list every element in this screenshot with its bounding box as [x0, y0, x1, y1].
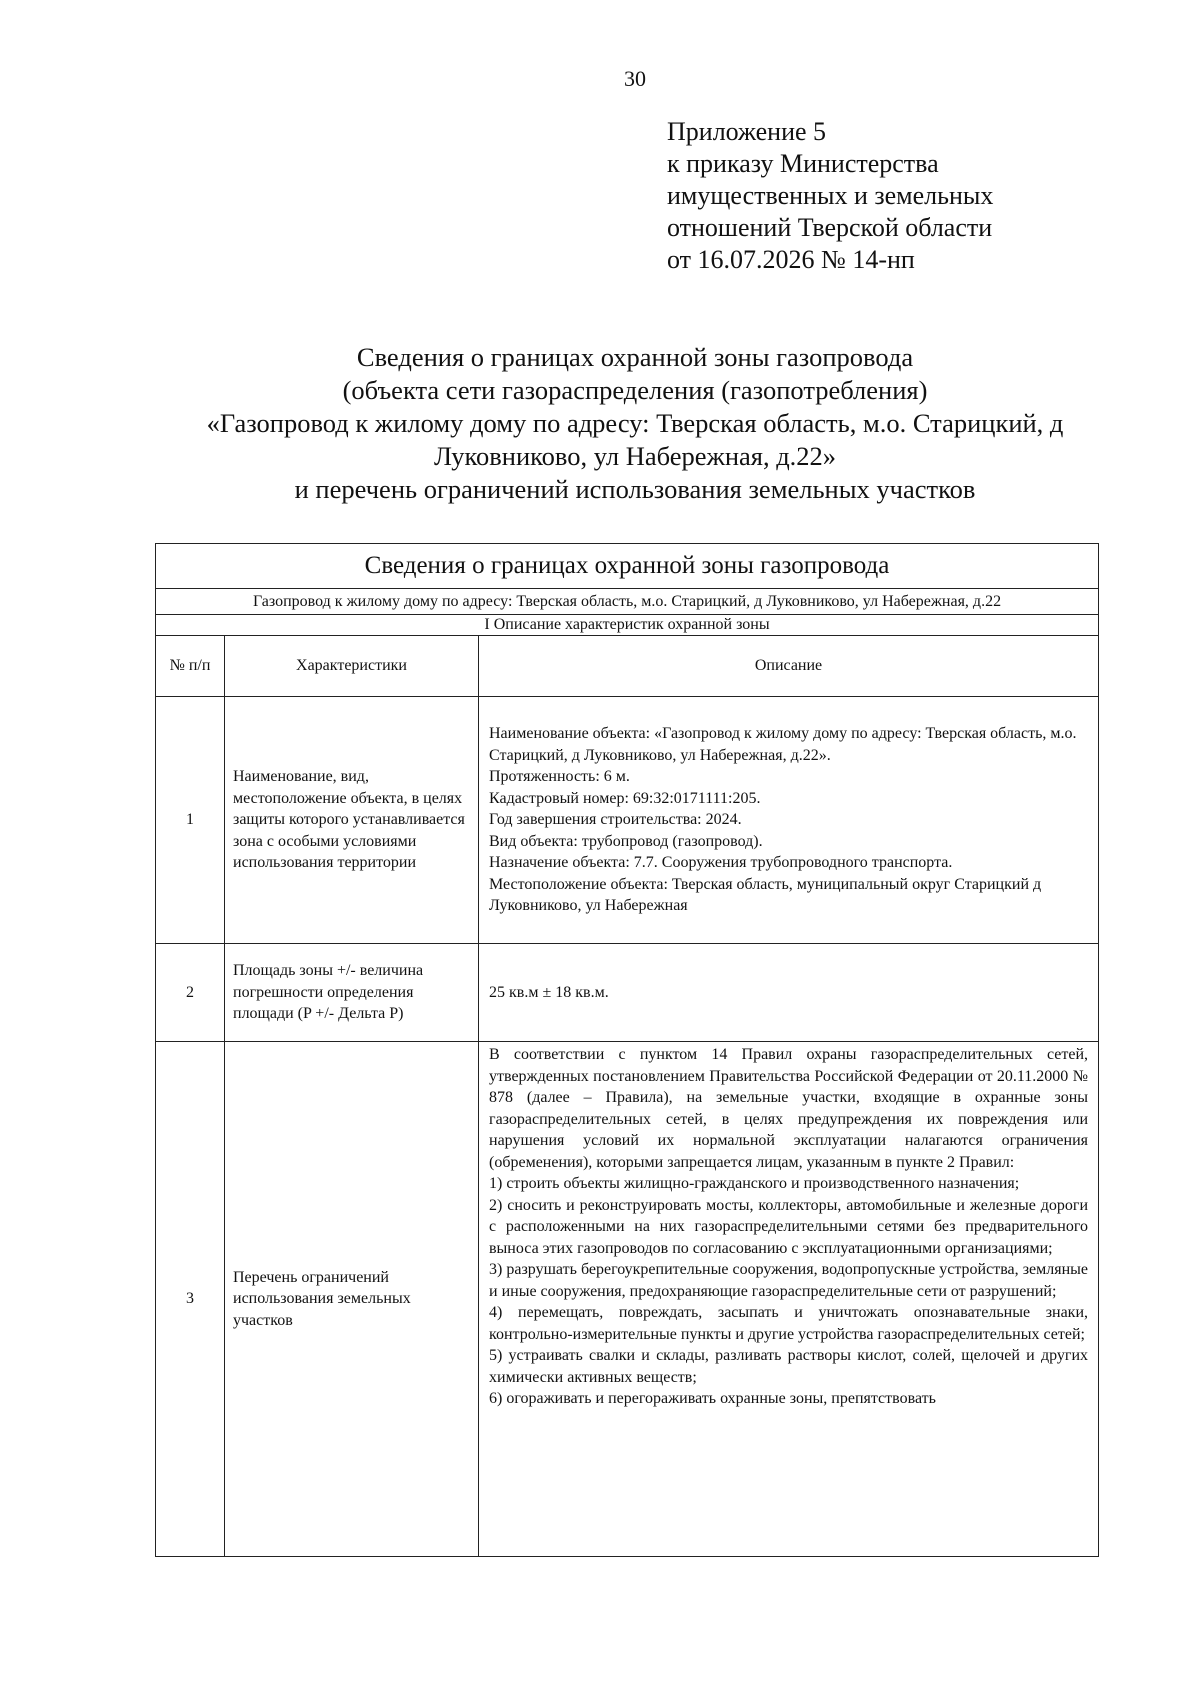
- zone-boundaries-table: [155, 543, 1099, 1557]
- title-line: Сведения о границах охранной зоны газопровода: [356, 342, 914, 372]
- table-row: [156, 697, 1099, 944]
- table-row: [156, 1042, 1099, 1557]
- section-title: I Описание характеристик охранной зоны: [156, 615, 1099, 636]
- description-line: 25 кв.м ± 18 кв.м.: [489, 983, 609, 1001]
- row-description: [479, 1042, 1099, 1557]
- appendix-line: от 16.07.2026 № 14-нп: [667, 245, 915, 274]
- page-number: 30: [624, 66, 646, 91]
- row-number: 3: [156, 1042, 225, 1557]
- row-characteristic: Наименование, вид, местоположение объекта, в целях защиты которого устанавливается зона с особыми условиями использования территории: [225, 697, 479, 944]
- document-title: [160, 341, 1110, 506]
- description-line: 4) перемещать, повреждать, засыпать и уничтожать опознавательные знаки, контрольно-измерительные пункты и другие устройства газораспределительных сетей;: [489, 1304, 1089, 1343]
- description-line: Вид объекта: трубопровод (газопровод).: [489, 832, 763, 850]
- row-description: [479, 697, 1099, 944]
- description-line: Год завершения строительства: 2024.: [489, 811, 742, 829]
- title-line: и перечень ограничений использования земельных участков: [294, 474, 976, 504]
- table-heading: Сведения о границах охранной зоны газопровода: [156, 544, 1099, 589]
- description-line: 3) разрушать берегоукрепительные сооружения, водопропускные устройства, земляные и иные сооружения, предохраняющие газораспределительные сети от разрушений;: [489, 1261, 1089, 1300]
- row-characteristic: Перечень ограничений использования земельных участков: [225, 1042, 479, 1557]
- description-line: 1) строить объекты жилищно-гражданского и производственного назначения;: [489, 1175, 1020, 1192]
- appendix-header: [667, 116, 993, 276]
- appendix-line: к приказу Министерства: [667, 149, 939, 178]
- object-name: Газопровод к жилому дому по адресу: Тверская область, м.о. Старицкий, д Луковниково, ул Набережная, д.22: [156, 589, 1099, 615]
- appendix-line: Приложение 5: [667, 117, 827, 146]
- column-header-num: № п/п: [156, 636, 225, 697]
- row-number: 2: [156, 944, 225, 1042]
- appendix-line: отношений Тверской области: [667, 213, 993, 242]
- column-header-characteristics: Характеристики: [225, 636, 479, 697]
- title-line: «Газопровод к жилому дому по адресу: Тверская область, м.о. Старицкий, д: [206, 408, 1064, 438]
- description-line: 5) устраивать свалки и склады, разливать растворы кислот, солей, щелочей и других химически активных веществ;: [489, 1347, 1089, 1386]
- appendix-line: имущественных и земельных: [667, 181, 994, 210]
- row-number: 1: [156, 697, 225, 944]
- description-line: Кадастровый номер: 69:32:0171111:205.: [489, 789, 761, 807]
- description-line: Протяженность: 6 м.: [489, 768, 630, 786]
- description-line: 2) сносить и реконструировать мосты, коллекторы, автомобильные и железные дороги с расположенными на них газораспределительными сетями без предварительного выноса этих газопроводов по согласованию с эксплуатационными организациями;: [489, 1196, 1089, 1257]
- table-row: [156, 944, 1099, 1042]
- title-line: (объекта сети газораспределения (газопотребления): [342, 375, 928, 405]
- column-header-description: Описание: [479, 636, 1099, 697]
- description-line: Назначение объекта: 7.7. Сооружения трубопроводного транспорта.: [489, 854, 953, 872]
- description-line: Местоположение объекта: Тверская область, муниципальный округ Старицкий д Луковниково, ул Набережная: [489, 875, 1042, 915]
- description-line: 6) огораживать и перегораживать охранные зоны, препятствовать: [489, 1390, 936, 1407]
- description-line: В соответствии с пунктом 14 Правил охраны газораспределительных сетей, утвержденных постановлением Правительства Российской Федерации от 20.11.2000 № 878 (далее – Правила), на земельные участки, входящие в охранные зоны газораспределительных сетей, в целях предупреждения их повреждения или нарушения условий их нормальной эксплуатации налагаются ограничения (обременения), которыми запрещается лицам, указанным в пункте 2 Правил:: [489, 1046, 1089, 1171]
- description-line: Наименование объекта: «Газопровод к жилому дому по адресу: Тверская область, м.о. Старицкий, д Луковниково, ул Набережная, д.22».: [489, 725, 1077, 764]
- title-line: Луковниково, ул Набережная, д.22»: [433, 441, 837, 471]
- row-characteristic: Площадь зоны +/- величина погрешности определения площади (P +/- Дельта P): [225, 944, 479, 1042]
- row-description: [479, 944, 1099, 1042]
